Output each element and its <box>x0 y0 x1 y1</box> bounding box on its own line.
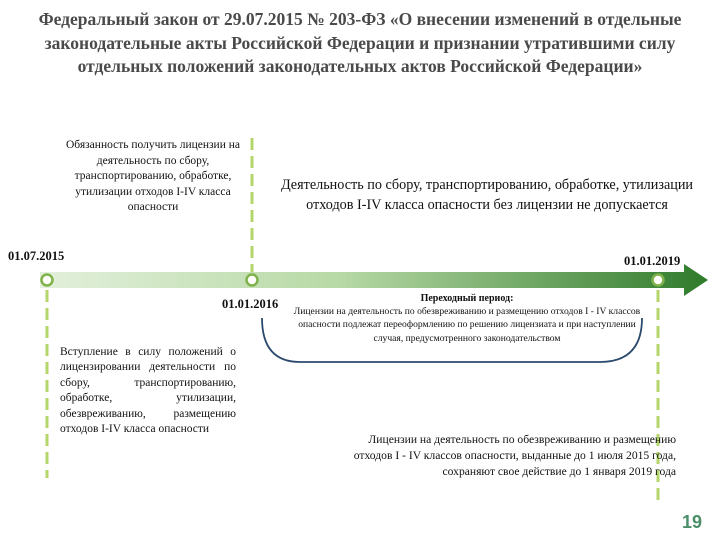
transition-heading: Переходный период: <box>420 293 514 304</box>
entry-into-force-text: Вступление в силу положений о лицензировании деятельности по сбору, транспортированию, обработке, утилизации, обезвреживанию, размещению отходов I-IV класса опасности <box>60 346 236 436</box>
slide-title: Федеральный закон от 29.07.2015 № 203-ФЗ «О внесении изменений в отдельные законодательные акты Российской Федерации и признании утратившими силу отдельных положений законодательных актов Российской Федерации» <box>38 9 682 76</box>
page-number: 19 <box>681 512 702 532</box>
marker-dot-start <box>42 275 53 286</box>
prohibition-text: Деятельность по сбору, транспортированию, обработке, утилизации отходов I-IV класса опасности без лицензии не допускается <box>280 177 694 213</box>
license-validity-text: Лицензии на деятельность по обезвреживанию и размещению отходов I - IV классов опасности, выданные до 1 июля 2015 года, сохраняют свое действие до 1 января 2019 года <box>353 433 676 479</box>
obligation-text: Обязанность получить лицензии на деятельность по сбору, транспортированию, обработке, утилизации отходов I-IV класса опасности <box>65 139 241 214</box>
marker-dot-end <box>653 275 664 286</box>
date-mid: 01.01.2016 <box>222 297 279 311</box>
transition-period <box>292 292 642 345</box>
marker-dot-mid <box>247 275 258 286</box>
transition-text: Лицензии на деятельность по обезвреживанию и размещению отходов I - IV классов опасности подлежат переоформлению по решению лицензиата и при наступлении случая, предусмотренного законодательством <box>293 306 641 344</box>
date-end: 01.01.2019 <box>624 254 681 268</box>
date-start: 01.07.2015 <box>8 249 65 263</box>
